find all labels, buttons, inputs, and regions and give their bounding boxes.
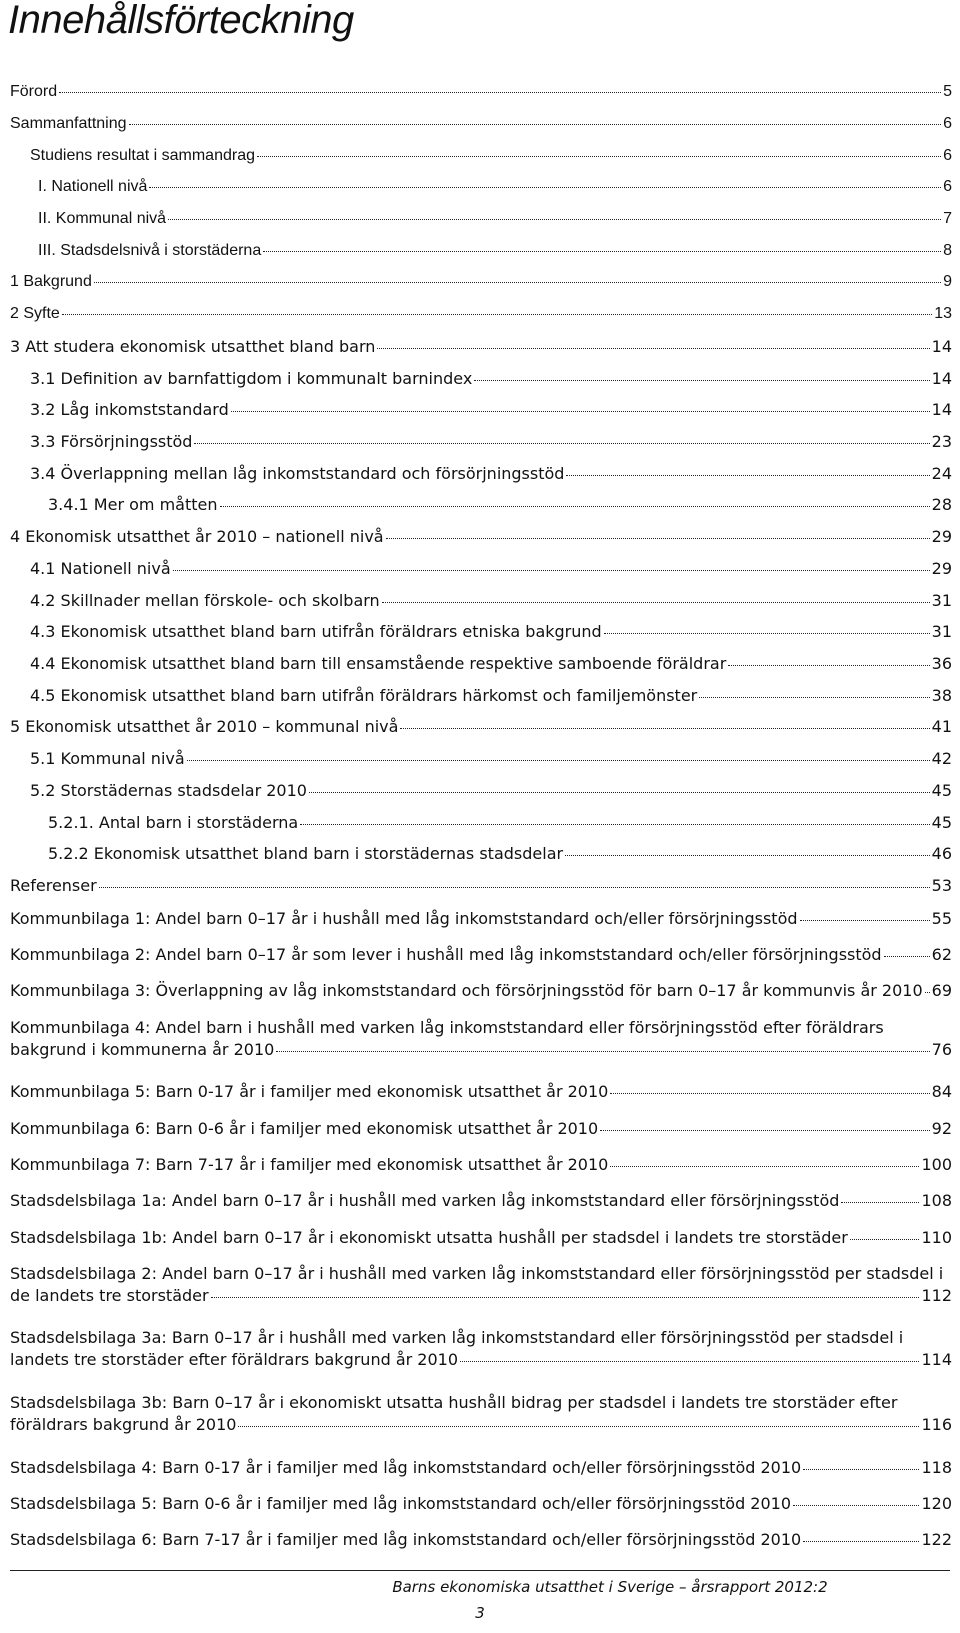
toc-entry-label: II. Kommunal nivå [38, 209, 167, 227]
toc-entry-label: III. Stadsdelsnivå i storstäderna [38, 241, 262, 259]
dot-leader [220, 506, 930, 507]
toc-entry-page-number: 23 [931, 431, 952, 451]
toc-entry-label: Stadsdelsbilaga 5: Barn 0-6 år i familjer med låg inkomststandard och/eller försörjningsstöd 2010 [10, 1493, 792, 1513]
dot-leader [377, 348, 929, 349]
dot-leader [610, 1166, 919, 1167]
footer-page-number: 3 [475, 1604, 485, 1622]
toc-entry-label: 3.1 Definition av barnfattigdom i kommunalt barnindex [30, 368, 473, 388]
toc-entry-page-number: 14 [931, 368, 952, 388]
toc-entry-page-number: 108 [921, 1190, 952, 1210]
dot-leader [841, 1202, 919, 1203]
toc-entry-label: 5.1 Kommunal nivå [30, 748, 185, 768]
toc-entry-label: 4.5 Ekonomisk utsatthet bland barn utifrån föräldrars härkomst och familjemönster [30, 685, 698, 705]
dot-leader [187, 760, 930, 761]
dot-leader [62, 314, 932, 315]
toc-entry-label: Stadsdelsbilaga 3b: Barn 0–17 år i ekonomiskt utsatta hushåll bidrag per stadsdel i landets tre storstäder efter [10, 1392, 898, 1412]
dot-leader [566, 475, 929, 476]
toc-entry-label: I. Nationell nivå [38, 177, 148, 195]
toc-entry-label: Stadsdelsbilaga 3a: Barn 0–17 år i hushåll med varken låg inkomststandard eller försörjningsstöd per stadsdel i [10, 1327, 904, 1347]
dot-leader [276, 1051, 929, 1052]
toc-entry-label: 5 Ekonomisk utsatthet år 2010 – kommunal nivå [10, 716, 399, 736]
toc-entry-page-number: 110 [921, 1227, 952, 1247]
toc-entry-page-number: 13 [934, 304, 952, 322]
dot-leader [231, 411, 930, 412]
dot-leader [803, 1469, 919, 1470]
toc-entry-page-number: 36 [931, 653, 952, 673]
toc-entry-label: 5.2.2 Ekonomisk utsatthet bland barn i storstädernas stadsdelar [48, 843, 564, 863]
toc-entry-label: Stadsdelsbilaga 6: Barn 7-17 år i familjer med låg inkomststandard och/eller försörjningsstöd 2010 [10, 1529, 802, 1549]
toc-entry-label: 4.4 Ekonomisk utsatthet bland barn till ensamstående respektive samboende föräldrar [30, 653, 727, 673]
toc-entry-label: Studiens resultat i sammandrag [30, 146, 255, 164]
toc-entry-label: Stadsdelsbilaga 2: Andel barn 0–17 år i hushåll med varken låg inkomststandard eller försörjningsstöd per stadsdel i [10, 1263, 944, 1283]
toc-entry-page-number: 92 [931, 1118, 952, 1138]
toc-entry-page-number: 84 [931, 1081, 952, 1101]
toc-entry-label-continuation: föräldrars bakgrund år 2010 [10, 1414, 237, 1434]
dot-leader [604, 633, 930, 634]
toc-entry-page-number: 6 [943, 177, 952, 195]
toc-entry-page-number: 114 [921, 1349, 952, 1369]
toc-entry-page-number: 9 [943, 272, 952, 290]
dot-leader [474, 380, 929, 381]
toc-entry-page-number: 45 [931, 812, 952, 832]
dot-leader [699, 697, 929, 698]
toc-entry-page-number: 112 [921, 1285, 952, 1305]
toc-entry-page-number: 53 [931, 875, 952, 895]
toc-entry-label: Referenser [10, 875, 97, 895]
dot-leader [850, 1239, 920, 1240]
toc-entry-page-number: 118 [921, 1457, 952, 1477]
toc-entry-page-number: 120 [921, 1493, 952, 1513]
dot-leader [168, 219, 941, 220]
dot-leader [803, 1541, 919, 1542]
footer-report-title: Barns ekonomiska utsatthet i Sverige – årsrapport 2012:2 [392, 1578, 828, 1596]
toc-entry-label-continuation: landets tre storstäder efter föräldrars bakgrund år 2010 [10, 1349, 459, 1369]
toc-entry-label: 4 Ekonomisk utsatthet år 2010 – nationell nivå [10, 526, 384, 546]
toc-entry-label: 1 Bakgrund [10, 272, 92, 290]
dot-leader [238, 1426, 919, 1427]
toc-entry-page-number: 31 [931, 621, 952, 641]
toc-entry-label: Kommunbilaga 7: Barn 7-17 år i familjer med ekonomisk utsatthet år 2010 [10, 1154, 609, 1174]
dot-leader [149, 187, 941, 188]
toc-entry-label: Kommunbilaga 4: Andel barn i hushåll med varken låg inkomststandard eller försörjningsstöd efter föräldrars [10, 1017, 884, 1037]
toc-entry-label: 3.4.1 Mer om måtten [48, 494, 218, 514]
dot-leader [884, 956, 930, 957]
toc-entry-page-number: 122 [921, 1529, 952, 1549]
toc-entry-label: 3.3 Försörjningsstöd [30, 431, 193, 451]
toc-entry-label: Kommunbilaga 1: Andel barn 0–17 år i hushåll med låg inkomststandard och/eller försörjningsstöd [10, 908, 798, 928]
toc-entry-label-continuation: bakgrund i kommunerna år 2010 [10, 1039, 275, 1059]
dot-leader [194, 443, 929, 444]
toc-entry-label: Kommunbilaga 5: Barn 0-17 år i familjer med ekonomisk utsatthet år 2010 [10, 1081, 609, 1101]
toc-entry-page-number: 42 [931, 748, 952, 768]
toc-entry-label: Kommunbilaga 2: Andel barn 0–17 år som lever i hushåll med låg inkomststandard och/eller försörjningsstöd [10, 944, 882, 964]
dot-leader [925, 992, 930, 993]
toc-entry-page-number: 55 [931, 908, 952, 928]
toc-entry-label: 5.2.1. Antal barn i storstäderna [48, 812, 299, 832]
toc-entry-page-number: 6 [943, 114, 952, 132]
toc-entry-label: 3 Att studera ekonomisk utsatthet bland barn [10, 336, 376, 356]
dot-leader [386, 538, 930, 539]
dot-leader [173, 570, 930, 571]
toc-entry-label: Stadsdelsbilaga 1a: Andel barn 0–17 år i hushåll med varken låg inkomststandard eller försörjningsstöd [10, 1190, 840, 1210]
dot-leader [565, 855, 930, 856]
toc-entry-page-number: 38 [931, 685, 952, 705]
toc-entry-label: Kommunbilaga 3: Överlappning av låg inkomststandard och försörjningsstöd för barn 0–17 år kommunvis år 2010 [10, 980, 923, 1000]
toc-entry-page-number: 31 [931, 590, 952, 610]
toc-entry-page-number: 7 [943, 209, 952, 227]
page-title: Innehållsförteckning [8, 0, 354, 42]
toc-entry-label: 5.2 Storstädernas stadsdelar 2010 [30, 780, 307, 800]
toc-entry-label: 4.2 Skillnader mellan förskole- och skolbarn [30, 590, 380, 610]
toc-entry-label: 2 Syfte [10, 304, 60, 322]
toc-entry-label-continuation: de landets tre storstäder [10, 1285, 209, 1305]
toc-entry-page-number: 14 [931, 336, 952, 356]
toc-entry-page-number: 29 [931, 558, 952, 578]
dot-leader [610, 1093, 929, 1094]
toc-entry-label: Stadsdelsbilaga 1b: Andel barn 0–17 år i ekonomiskt utsatta hushåll per stadsdel i landets tre storstäder [10, 1227, 848, 1247]
dot-leader [460, 1361, 919, 1362]
toc-entry-page-number: 28 [931, 494, 952, 514]
dot-leader [211, 1297, 920, 1298]
toc-entry-page-number: 76 [931, 1039, 952, 1059]
toc-entry-page-number: 41 [931, 716, 952, 736]
toc-entry-label: 3.4 Överlappning mellan låg inkomststandard och försörjningsstöd [30, 463, 565, 483]
toc-entry-label: 4.3 Ekonomisk utsatthet bland barn utifrån föräldrars etniska bakgrund [30, 621, 602, 641]
toc-entry-page-number: 24 [931, 463, 952, 483]
toc-entry-label: 4.1 Nationell nivå [30, 558, 171, 578]
dot-leader [793, 1505, 919, 1506]
dot-leader [257, 156, 941, 157]
dot-leader [99, 887, 930, 888]
toc-entry-page-number: 14 [931, 399, 952, 419]
toc-entry-page-number: 29 [931, 526, 952, 546]
toc-entry-label: Förord [10, 82, 58, 100]
dot-leader [129, 124, 942, 125]
dot-leader [94, 282, 941, 283]
toc-entry-label: Stadsdelsbilaga 4: Barn 0-17 år i familjer med låg inkomststandard och/eller försörjningsstöd 2010 [10, 1457, 802, 1477]
dot-leader [728, 665, 929, 666]
dot-leader [309, 792, 930, 793]
toc-entry-page-number: 69 [931, 980, 952, 1000]
toc-entry-label: 3.2 Låg inkomststandard [30, 399, 229, 419]
toc-entry-label: Sammanfattning [10, 114, 127, 132]
dot-leader [300, 824, 929, 825]
dot-leader [400, 728, 929, 729]
toc-entry-page-number: 46 [931, 843, 952, 863]
toc-entry-page-number: 62 [931, 944, 952, 964]
toc-entry-page-number: 116 [921, 1414, 952, 1434]
dot-leader [59, 92, 941, 93]
dot-leader [382, 602, 930, 603]
dot-leader [263, 251, 941, 252]
toc-entry-page-number: 100 [921, 1154, 952, 1174]
toc-entry-label: Kommunbilaga 6: Barn 0-6 år i familjer med ekonomisk utsatthet år 2010 [10, 1118, 599, 1138]
toc-entry-page-number: 5 [943, 82, 952, 100]
dot-leader [600, 1130, 929, 1131]
toc-entry-page-number: 8 [943, 241, 952, 259]
toc-entry-page-number: 45 [931, 780, 952, 800]
footer-divider [10, 1570, 950, 1571]
dot-leader [800, 920, 930, 921]
toc-entry-page-number: 6 [943, 146, 952, 164]
